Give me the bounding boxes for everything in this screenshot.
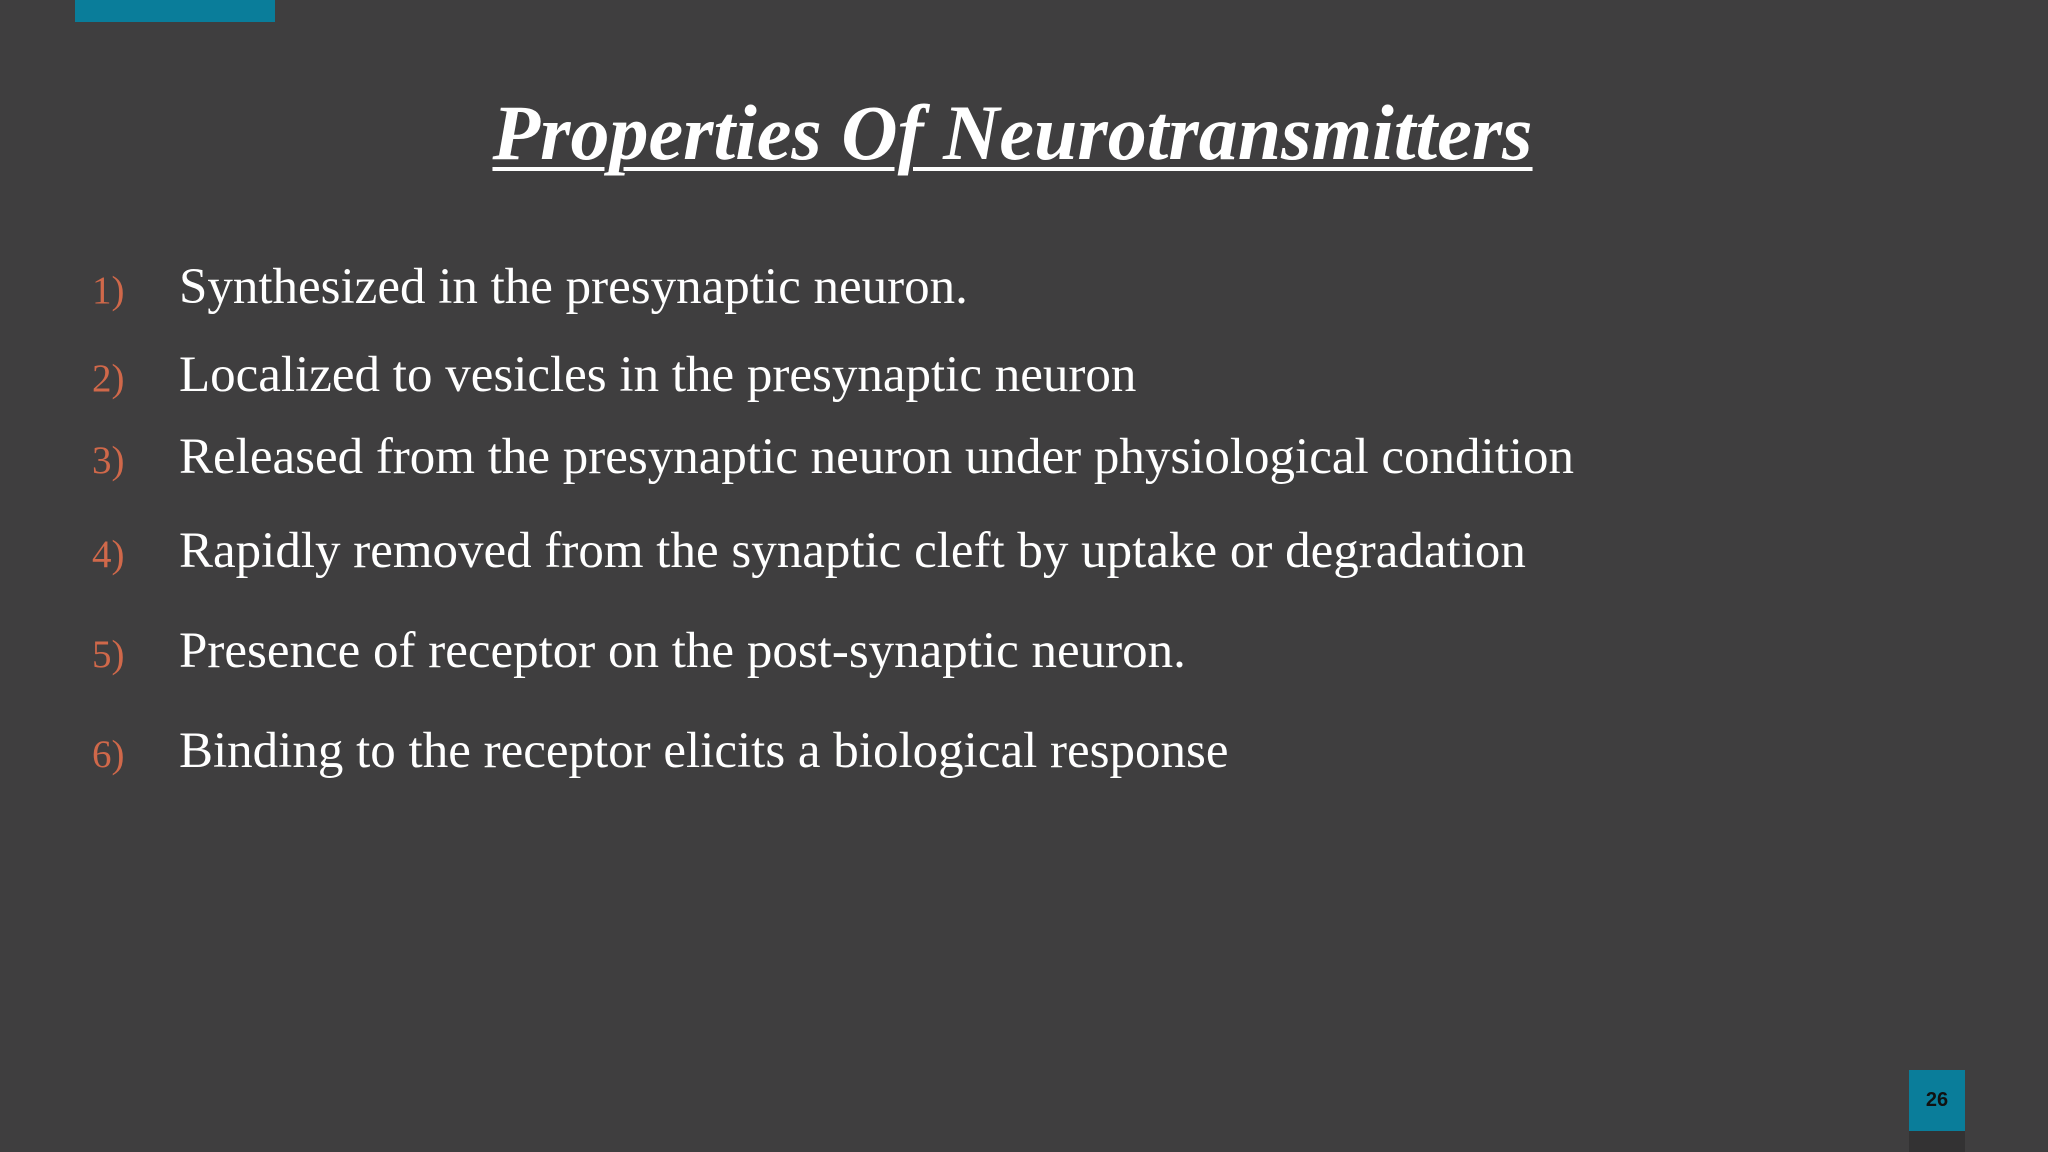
page-number-tab (1909, 1131, 1965, 1152)
list-item-text: Binding to the receptor elicits a biological response (179, 723, 1229, 779)
list-item-number: 6) (92, 733, 125, 776)
list-item (0, 254, 1700, 320)
slide-title-text: Properties Of Neurotransmitters (492, 89, 1533, 176)
list-item-number: 4) (92, 533, 125, 576)
list-item-text: Rapidly removed from the synaptic cleft by uptake or degradation (179, 523, 1526, 579)
slide-title (0, 85, 2025, 181)
list-item-number: 5) (92, 633, 125, 676)
list-item (0, 718, 1700, 784)
list-item-text: Synthesized in the presynaptic neuron. (179, 259, 968, 315)
list-item-number: 1) (92, 269, 125, 312)
list-item-text: Presence of receptor on the post-synaptic neuron. (179, 623, 1186, 679)
list-item-text: Released from the presynaptic neuron under physiological condition (179, 429, 1575, 485)
list-item (0, 618, 1700, 684)
list-item-number: 3) (92, 439, 125, 482)
page-number: 26 (1909, 1070, 1965, 1131)
list-item (0, 518, 1700, 584)
list-item (0, 342, 1700, 408)
list-item-text: Localized to vesicles in the presynaptic neuron (179, 347, 1137, 403)
accent-bar (75, 0, 275, 22)
list-item-number: 2) (92, 357, 125, 400)
list-item (0, 424, 1700, 490)
